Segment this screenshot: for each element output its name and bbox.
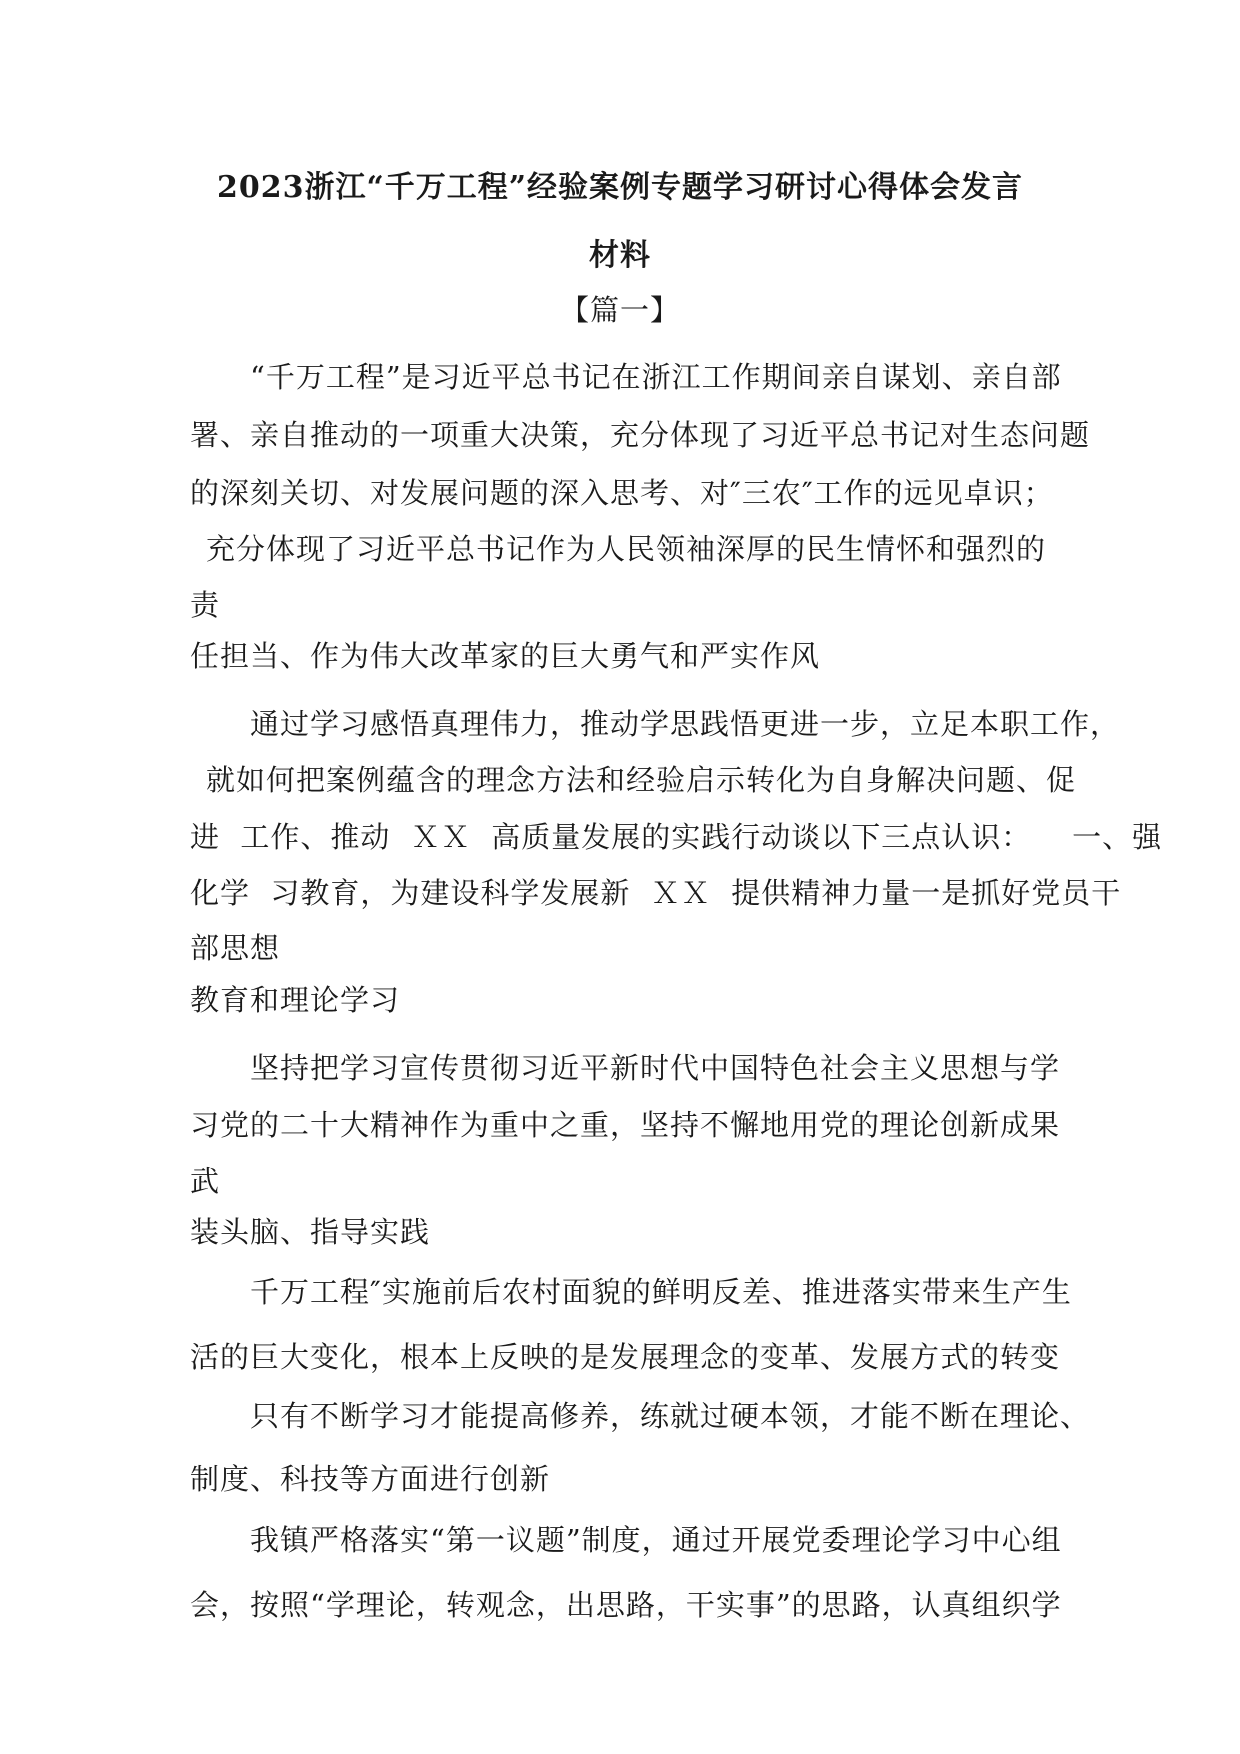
body-line: 活的巨大变化，根本上反映的是发展理念的变革、发展方式的转变 bbox=[190, 1340, 1061, 1374]
body-line: 部思想 bbox=[190, 931, 281, 965]
body-line: 责 bbox=[190, 588, 221, 622]
document-title-line-2: 材料 bbox=[589, 238, 651, 273]
body-line: “千万工程”是习近平总书记在浙江工作期间亲自谋划、亲自部 bbox=[250, 360, 1062, 394]
body-line: 坚持把学习宣传贯彻习近平新时代中国特色社会主义思想与学 bbox=[250, 1051, 1061, 1085]
section-heading: 【篇一】 bbox=[559, 293, 680, 327]
body-line: 教育和理论学习 bbox=[190, 983, 401, 1017]
body-line: 署、亲自推动的一项重大决策，充分体现了习近平总书记对生态问题 bbox=[190, 418, 1091, 452]
body-line: 通过学习感悟真理伟力，推动学思践悟更进一步，立足本职工作， bbox=[250, 707, 1121, 741]
body-line: 充分体现了习近平总书记作为人民领袖深厚的民生情怀和强烈的 bbox=[206, 532, 1047, 566]
body-line: 我镇严格落实“第一议题”制度，通过开展党委理论学习中心组 bbox=[250, 1523, 1062, 1557]
body-line: 的深刻关切、对发展问题的深入思考、对″三农″工作的远见卓识； bbox=[190, 476, 1054, 510]
body-line: 武 bbox=[190, 1164, 221, 1198]
body-line: 会，按照“学理论，转观念，出思路，干实事”的思路，认真组织学 bbox=[190, 1588, 1062, 1622]
document-title-line-1: 2023浙江“千万工程”经验案例专题学习研讨心得体会发言 bbox=[216, 170, 1023, 205]
body-line: 装头脑、指导实践 bbox=[190, 1215, 431, 1249]
body-line: 化学 习教育，为建设科学发展新 ＸＸ 提供精神力量一是抓好党员干 bbox=[190, 876, 1122, 910]
body-line: 千万工程″实施前后农村面貌的鲜明反差、推进落实带来生产生 bbox=[250, 1275, 1072, 1309]
body-line: 只有不断学习才能提高修养，练就过硬本领，才能不断在理论、 bbox=[250, 1399, 1091, 1433]
body-line: 进 工作、推动 ＸＸ 高质量发展的实践行动谈以下三点认识： 一、强 bbox=[190, 820, 1163, 854]
body-line: 习党的二十大精神作为重中之重，坚持不懈地用党的理论创新成果 bbox=[190, 1108, 1061, 1142]
body-line: 任担当、作为伟大改革家的巨大勇气和严实作风 bbox=[190, 639, 821, 673]
body-line: 制度、科技等方面进行创新 bbox=[190, 1462, 551, 1496]
body-line: 就如何把案例蕴含的理念方法和经验启示转化为自身解决问题、促 bbox=[206, 763, 1077, 797]
